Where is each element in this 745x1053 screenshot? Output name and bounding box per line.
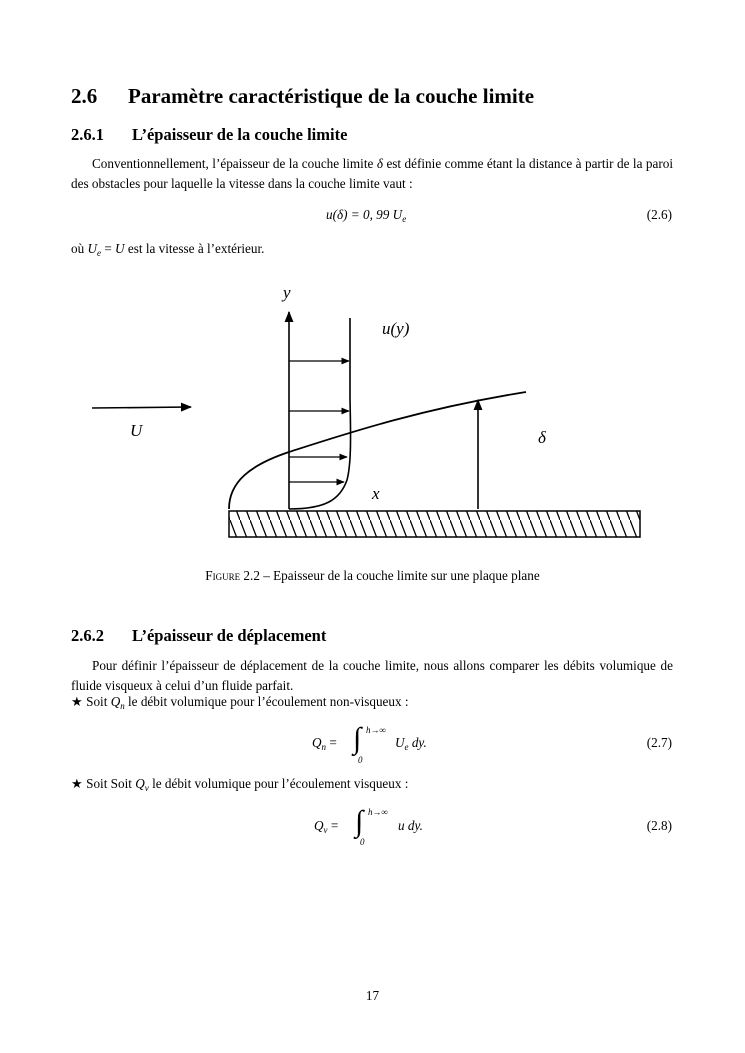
integral-icon-1: ∫ [353,722,362,755]
item2-sub: v [144,783,149,793]
eq-2-7-lhs-sub: n [321,742,327,752]
caption-prefix: Figure 2.2 [205,568,260,583]
caption-text: Epaisseur de la couche limite sur une plaque plane [273,568,540,583]
delta-symbol: δ [376,156,383,171]
plate [229,511,640,537]
eq-2-6-var: U [392,207,403,222]
subsection-title-2: L’épaisseur de déplacement [132,626,327,645]
eq-2-7-tail: dy. [411,735,427,750]
para-after-delta: est définie comme étant la distance à partir de la paroi des obstacles pour laquelle la vitesse dans la couche limite vaut : [71,156,673,191]
bullet-item-2 [71,774,673,798]
eq-2-8-lhs: $Q_v$ = [314,818,339,835]
where-var2: U [115,241,125,256]
item2-prefix: Soit Soit [86,776,132,791]
eq-2-7-lhs: $Q_n$ = [312,735,337,752]
eq-2-7-lower: 0 [358,755,363,765]
where-text: est la vitesse à l’extérieur. [127,241,265,256]
eq-2-8-integrand [398,818,423,834]
subsection-heading-2 [71,626,326,646]
paragraph-displacement: Pour définir l’épaisseur de déplacement de la couche limite, nous allons comparer les débits volumique de fluide visqueux à celui d’un fluide parfait. [71,658,673,693]
eq-2-8-upper: h→∞ [368,807,388,817]
label-U: U [130,421,143,440]
eq-2-7-lhs-var: Q [312,735,322,750]
eq-2-6-sub: e [402,214,407,224]
subsection-number-1: 2.6.1 [71,125,104,144]
velocity-profile-curve [289,318,351,509]
eq-2-7-int-var: U [395,735,405,750]
where-prefix: où [71,241,85,256]
item1-var: Q [110,694,121,709]
eq-2-6-lhs: u(δ) = 0, 99 [326,207,390,222]
subsection-number-2: 2.6.2 [71,626,104,645]
equation-number-2-6: (2.6) [646,207,672,222]
equation-number-2-7: (2.7) [646,735,672,750]
eq-2-7-upper: h→∞ [366,725,386,735]
equation-number-2-8: (2.8) [646,818,672,833]
label-uy: u(y) [382,319,410,338]
eq-2-7-int-sub: e [404,742,409,752]
eq-2-8-lower: 0 [360,837,365,847]
section-number: 2.6 [71,84,98,108]
item2-var: Q [135,776,145,791]
item1-sub: n [120,701,125,711]
where-sub: e [97,248,102,258]
item1-prefix: Soit [86,694,108,709]
subsection-title-1: L’épaisseur de la couche limite [132,125,348,144]
page-number: 17 [365,988,380,1003]
item1-text: le débit volumique pour l’écoulement non-visqueux : [128,694,409,709]
figure-caption [0,568,745,584]
label-y: y [283,283,291,302]
freestream-arrow [92,407,191,408]
bullet-item-1 [71,692,673,716]
para-before-delta: Conventionnellement, l’épaisseur de la couche limite [92,156,374,171]
section-title: Paramètre caractéristique de la couche limite [128,84,535,108]
integral-icon-2: ∫ [355,805,364,838]
eq-2-8-int: u dy. [398,818,423,833]
star-icon: ★ [71,776,83,791]
star-icon: ★ [71,694,83,709]
eq-2-8-lhs-var: Q [314,818,324,833]
eq-2-7-integrand [395,735,427,752]
where-var: U [87,241,98,256]
item2-text: le débit volumique pour l’écoulement visqueux : [152,776,409,791]
caption-sep: – [259,568,274,583]
eq-2-8-lhs-sub: v [323,825,328,835]
label-delta: δ [538,428,546,447]
where-eq: = [101,241,116,256]
label-x: x [372,484,380,503]
